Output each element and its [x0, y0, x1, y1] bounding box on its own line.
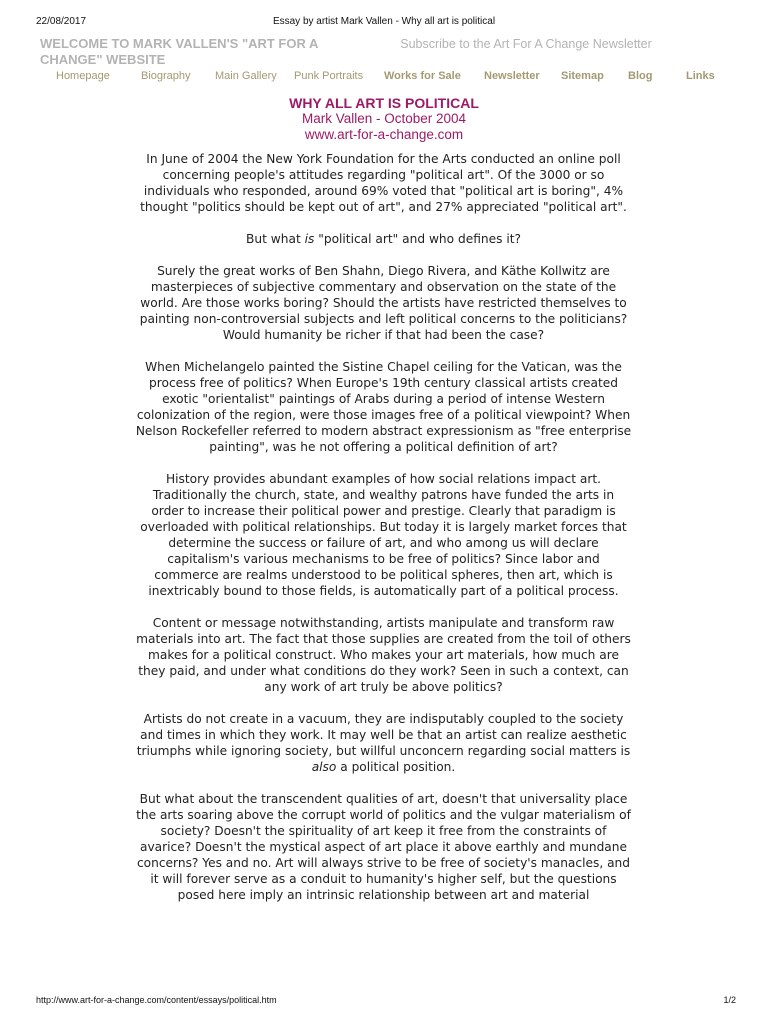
- paragraph-1: In June of 2004 the New York Foundation for the Arts conducted an online poll concerning people's attitudes regarding "political art". Of the 3000 or so individuals who responded, around 69% voted that "political art is boring", 4% thought "politics should be kept out of art", and 27% appreciated "political art".: [140, 152, 627, 214]
- main-nav: [0, 70, 768, 84]
- paragraph-5: History provides abundant examples of how social relations impact art. Traditionally the church, state, and wealthy patrons have funded the arts in order to increase their political power and prestige. Clearly that paradigm is overloaded with political relationships. But today it is largely market forces that determine the success or failure of art, and who among us will declare capitalism's various mechanisms to be free of politics? Since labor and commerce are realms understood to be political spheres, then art, which is inextricably bound to those fields, is automatically part of a political process.: [140, 472, 627, 598]
- nav-biography[interactable]: Biography: [141, 70, 191, 82]
- paragraph-8: But what about the transcendent qualities of art, doesn't that universality place the arts soaring above the corrupt world of politics and the vulgar materialism of society? Doesn't the spirituality of art keep it free from the constraints of avarice? Doesn't the mystical aspect of art place it above earthly and mundane concerns? Yes and no. Art will always strive to be free of society's manacles, and it will forever serve as a conduit to humanity's higher self, but the questions posed here imply an intrinsic relationship between art and material: [136, 792, 631, 902]
- nav-punk-portraits[interactable]: Punk Portraits: [294, 70, 364, 82]
- print-date: 22/08/2017: [36, 16, 87, 27]
- article-title: WHY ALL ART IS POLITICAL: [289, 95, 479, 111]
- page-url: http://www.art-for-a-change.com/content/essays/political.htm: [36, 995, 277, 1005]
- nav-links[interactable]: Links: [686, 70, 715, 82]
- paragraph-3: Surely the great works of Ben Shahn, Diego Rivera, and Käthe Kollwitz are masterpieces of subjective commentary and observation on the state of the world. Are those works boring? Should the artists have restricted themselves to painting non-controversial subjects and left political concerns to the politicians? Would humanity be richer if that had been the case?: [139, 264, 628, 342]
- nav-main-gallery[interactable]: Main Gallery: [215, 70, 277, 82]
- emphasis-is: is: [304, 232, 315, 246]
- site-title: WELCOME TO MARK VALLEN'S "ART FOR A CHANGE" WEBSITE: [40, 36, 318, 67]
- emphasis-also: also: [311, 760, 337, 774]
- subscribe-newsletter-link[interactable]: Subscribe to the Art For A Change Newsletter: [400, 37, 652, 51]
- nav-newsletter[interactable]: Newsletter: [484, 70, 540, 82]
- nav-sitemap[interactable]: Sitemap: [561, 70, 604, 82]
- nav-homepage[interactable]: Homepage: [56, 70, 110, 82]
- paragraph-4: When Michelangelo painted the Sistine Chapel ceiling for the Vatican, was the process free of politics? When Europe's 19th century classical artists created exotic "orientalist" paintings of Arabs during a period of intense Western colonization of the region, were those images free of a political viewpoint? When Nelson Rockefeller referred to modern abstract expressionism as "free enterprise painting", was he not offering a political definition of art?: [135, 360, 632, 454]
- site-header: [0, 36, 768, 66]
- print-header: [0, 16, 768, 30]
- article-heading: [0, 95, 768, 143]
- paragraph-6: Content or message notwithstanding, artists manipulate and transform raw materials into art. The fact that those supplies are created from the toil of others makes for a political construct. Who makes your art materials, how much are they paid, and under what conditions do they work? Seen in such a context, can any work of art truly be above politics?: [136, 616, 631, 694]
- article-website-link[interactable]: www.art-for-a-change.com: [304, 127, 464, 142]
- article-body: [135, 151, 632, 919]
- nav-blog[interactable]: Blog: [628, 70, 653, 82]
- nav-works-for-sale[interactable]: Works for Sale: [384, 70, 461, 82]
- page-number: 1/2: [723, 995, 736, 1005]
- print-footer: [0, 995, 768, 1009]
- paragraph-7: Artists do not create in a vacuum, they are indisputably coupled to the society and times in which they work. It may well be that an artist can realize aesthetic triumphs while ignoring society, but willful unconcern regarding social matters is also a political position.: [136, 712, 631, 774]
- paragraph-2: But what is "political art" and who defines it?: [246, 232, 521, 246]
- article-byline: Mark Vallen - October 2004: [301, 111, 467, 126]
- print-page-title: Essay by artist Mark Vallen - Why all art is political: [272, 16, 496, 27]
